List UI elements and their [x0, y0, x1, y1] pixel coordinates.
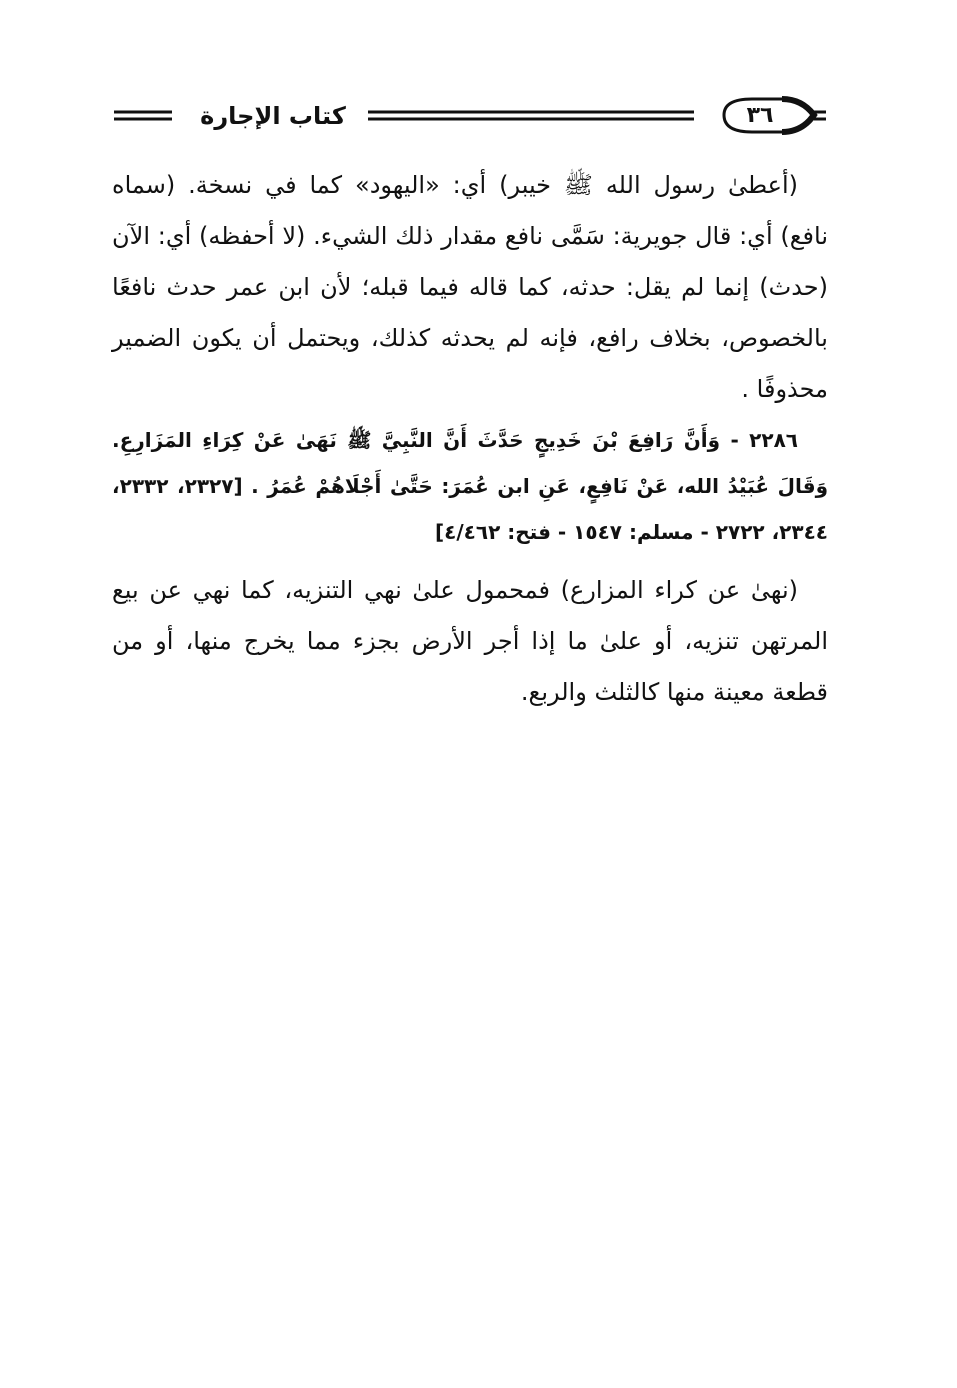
page-header	[112, 95, 828, 139]
page-body	[112, 160, 828, 718]
page-number: ٣٦	[746, 103, 774, 128]
hadith-references: [٢٣٢٧، ٢٣٣٢، ٢٣٤٤، ٢٧٢٢ - مسلم: ١٥٤٧ - فتح: ٤/٤٦٢]	[112, 474, 828, 544]
commentary-paragraph: (أعطىٰ رسول الله ﷺ خيبر) أي: «اليهود» كما في نسخة. (سماه نافع) أي: قال جويرية: سَمَّى نافع مقدار ذلك الشيء. (لا أحفظه) أي: الآن (حدث) إنما لم يقل: حدثه، كما قاله فيما قبله؛ لأن ابن عمر حدث نافعًا بالخصوص، بخلاف رافع، فإنه لم يحدثه كذلك، ويحتمل أن يكون الضمير محذوفًا .	[112, 171, 828, 403]
hadith-text: ٢٢٨٦ - وَأَنَّ رَافِعَ بْنَ خَدِيجٍ حَدَّثَ أَنَّ النَّبِيَّ ﷺ نَهَىٰ عَنْ كِرَاءِ المَزَارِعِ. وَقَالَ عُبَيْدُ الله، عَنْ نَافِعٍ، عَنِ ابن عُمَرَ: حَتَّىٰ أَجْلَاهُمْ عُمَرُ .	[112, 428, 829, 498]
running-title: كتاب الإجارة	[178, 99, 368, 133]
hadith-block	[112, 417, 828, 555]
commentary-paragraph: (نهىٰ عن كراء المزارع) فمحمول علىٰ نهي التنزيه، كما نهي عن بيع المرتهن تنزيه، أو علىٰ ما إذا أجر الأرض بجزء مما يخرج منها، أو من قطعة معينة منها كالثلث والربع.	[112, 576, 828, 706]
